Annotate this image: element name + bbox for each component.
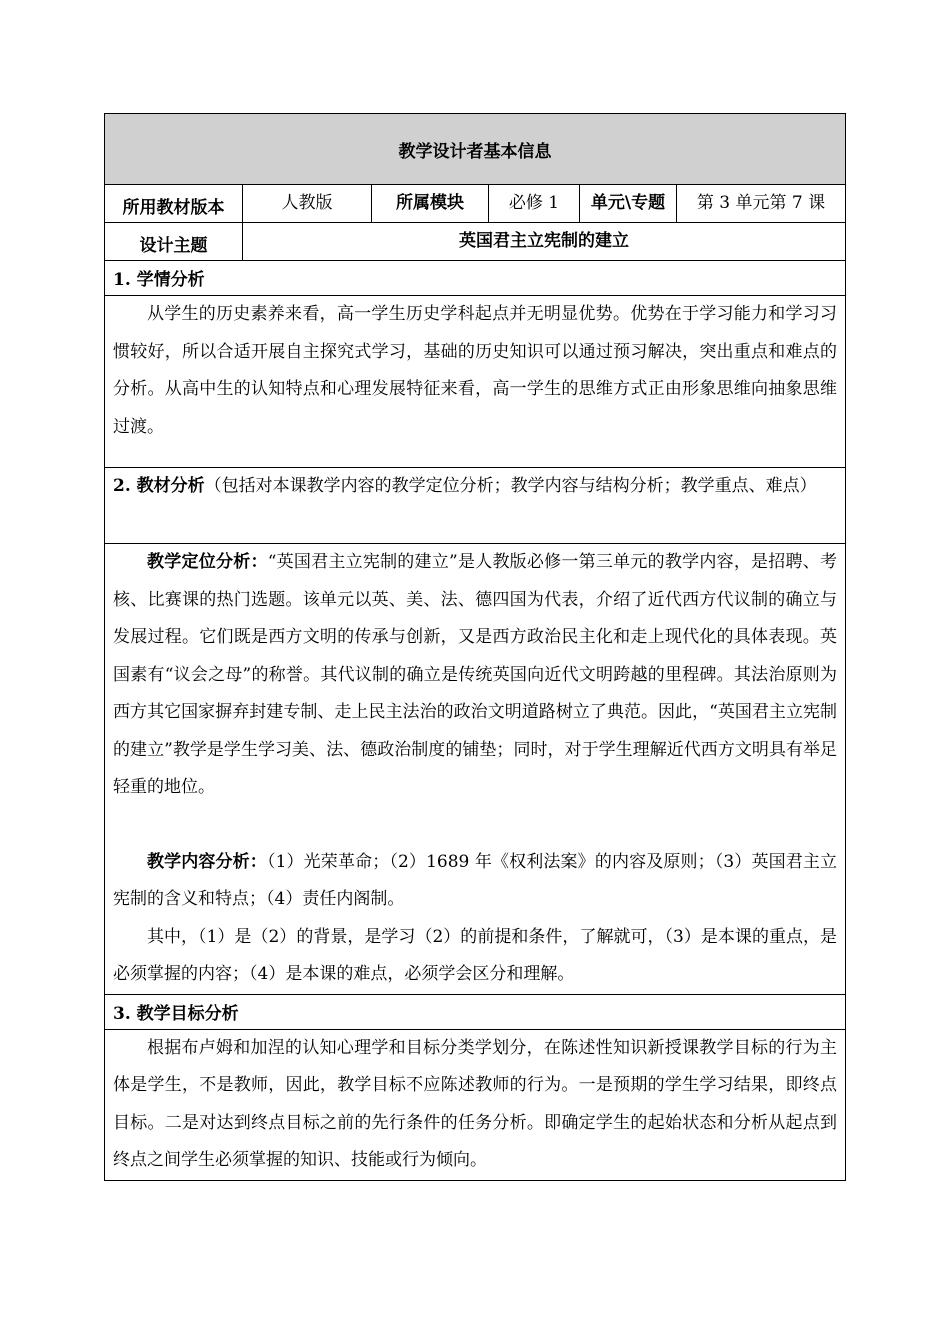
section-3-title: 3. 教学目标分析 — [105, 994, 846, 1029]
unit-label: 单元\专题 — [580, 185, 677, 223]
document-header: 教学设计者基本信息 — [105, 114, 846, 185]
lesson-design-document — [104, 113, 845, 1181]
topic-value: 英国君主立宪制的建立 — [243, 223, 846, 261]
content-paragraph — [113, 844, 837, 919]
positioning-paragraph — [113, 544, 837, 807]
content-label: 教学内容分析： — [147, 851, 267, 872]
section-2-title — [105, 468, 846, 544]
topic-label: 设计主题 — [105, 223, 243, 261]
blank-line — [113, 807, 837, 844]
section-2-title-text: 2. 教材分析 — [113, 476, 205, 496]
section-3-paragraph: 根据布卢姆和加涅的认知心理学和目标分类学划分，在陈述性知识新授课教学目标的行为主体是学生，不是教师，因此，教学目标不应陈述教师的行为。一是预期的学生学习结果，即终点目标。二是对达到终点目标之前的先行条件的任务分析。即确定学生的起始状态和分析从起点到终点之间学生必须掌握的知识、技能或行为倾向。 — [113, 1037, 838, 1170]
section-2-body — [105, 544, 846, 995]
section-1-paragraph: 从学生的历史素养来看，高一学生历史学科起点并无明显优势。优势在于学习能力和学习习惯较好，所以合适开展自主探究式学习，基础的历史知识可以通过预习解决，突出重点和难点的分析。从高中生的认知特点和心理发展特征来看，高一学生的思维方式正由形象思维向抽象思维过渡。 — [113, 304, 838, 437]
module-value: 必修 1 — [489, 185, 580, 223]
section-2-title-note: （包括对本课教学内容的教学定位分析；教学内容与结构分析；教学重点、难点） — [204, 476, 817, 496]
section-3-body — [105, 1029, 846, 1180]
section-1-title: 1. 学情分析 — [105, 261, 846, 296]
unit-value: 第 3 单元第 7 课 — [677, 185, 846, 223]
positioning-text: “英国君主立宪制的建立”是人教版必修一第三单元的教学内容，是招聘、考核、比赛课的热门选题。该单元以英、美、法、德四国为代表，介绍了近代西方代议制的确立与发展过程。它们既是西方文明的传承与创新，又是西方政治民主化和走上现代化的具体表现。英国素有“议会之母”的称誉。其代议制的确立是传统英国向近代文明跨越的里程碑。其法治原则为西方其它国家摒弃封建专制、走上民主法治的政治文明道路树立了典范。因此，“英国君主立宪制的建立”教学是学生学习美、法、德政治制度的铺垫；同时，对于学生理解近代西方文明具有举足轻重的地位。 — [113, 552, 838, 797]
lesson-design-table — [104, 113, 846, 1181]
textbook-label: 所用教材版本 — [105, 185, 243, 223]
content-text: （1）光荣革命；（2）1689 年《权利法案》的内容及原则；（3）英国君主立宪制的含义和特点；（4）责任内阁制。 — [113, 851, 838, 909]
section-1-body — [105, 296, 846, 468]
module-label: 所属模块 — [372, 185, 489, 223]
focus-paragraph: 其中，（1）是（2）的背景，是学习（2）的前提和条件，了解就可，（3）是本课的重点，是必须掌握的内容；（4）是本课的难点，必须学会区分和理解。 — [113, 926, 838, 984]
positioning-label: 教学定位分析： — [147, 552, 268, 572]
textbook-value: 人教版 — [243, 185, 372, 223]
